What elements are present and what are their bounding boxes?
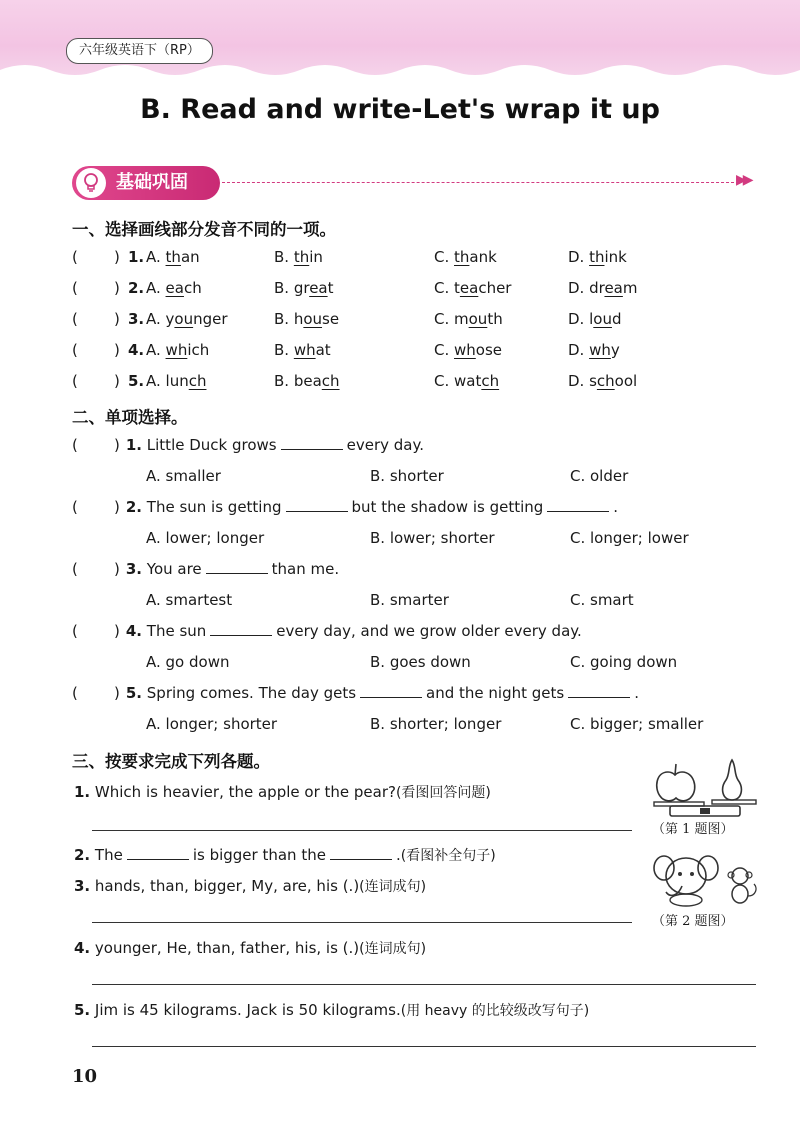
- answer-paren[interactable]: (: [72, 622, 78, 640]
- answer-paren-left[interactable]: (: [72, 341, 78, 359]
- blank[interactable]: [330, 847, 392, 860]
- answer-paren-left[interactable]: (: [72, 310, 78, 328]
- option-d: D. school: [568, 372, 638, 390]
- option-a: A. which: [146, 341, 210, 359]
- question-1: 1. Which is heavier, the apple or the pear?(看图回答问题): [74, 783, 491, 801]
- option-a: A. longer; shorter: [146, 715, 278, 733]
- page-number: 10: [72, 1066, 98, 1087]
- underlined-sound: ea: [604, 279, 623, 297]
- answer-paren[interactable]: (: [72, 560, 78, 578]
- part1-heading: 一、选择画线部分发音不同的一项。: [72, 220, 336, 239]
- option-a: A. smaller: [146, 467, 221, 485]
- option-b: B. goes down: [370, 653, 471, 671]
- answer-paren-left[interactable]: (: [72, 279, 78, 297]
- answer-paren[interactable]: (: [72, 436, 78, 454]
- option-c: C. going down: [570, 653, 678, 671]
- option-d: D. think: [568, 248, 627, 266]
- figure-1-caption: （第 1 题图）: [652, 822, 734, 837]
- option-b: B. what: [274, 341, 331, 359]
- option-a: A. than: [146, 248, 200, 266]
- option-a: A. lunch: [146, 372, 207, 390]
- option-a: A. smartest: [146, 591, 233, 609]
- blank[interactable]: [281, 437, 343, 450]
- underlined-sound: ch: [596, 372, 615, 390]
- section-badge: 基础巩固: [72, 166, 220, 200]
- underlined-sound: th: [589, 248, 605, 266]
- answer-paren-right: ): [114, 372, 120, 390]
- option-c: C. longer; lower: [570, 529, 689, 547]
- underlined-sound: ea: [459, 279, 479, 297]
- answer-paren[interactable]: (: [72, 684, 78, 702]
- blank[interactable]: [568, 685, 630, 698]
- underlined-sound: th: [165, 248, 181, 266]
- answer-paren-right: ): [114, 279, 120, 297]
- option-b: B. lower; shorter: [370, 529, 495, 547]
- underlined-sound: ea: [309, 279, 328, 297]
- underlined-sound: ch: [481, 372, 500, 390]
- answer-paren-left[interactable]: (: [72, 248, 78, 266]
- underlined-sound: ch: [321, 372, 340, 390]
- blank[interactable]: [547, 499, 609, 512]
- lightbulb-icon: [76, 168, 106, 198]
- option-c: C. watch: [434, 372, 500, 390]
- option-b: B. beach: [274, 372, 340, 390]
- option-c: C. whose: [434, 341, 503, 359]
- monkey-icon: [728, 868, 756, 903]
- question-3: 3. hands, than, bigger, My, are, his (.)(连词成句): [74, 877, 427, 895]
- wave-edge: [0, 60, 800, 90]
- option-c: C. smart: [570, 591, 634, 609]
- underlined-sound: th: [454, 248, 470, 266]
- elephant-monkey-figure: [648, 846, 760, 908]
- blank[interactable]: [210, 623, 272, 636]
- blank[interactable]: [360, 685, 422, 698]
- option-b: B. smarter: [370, 591, 449, 609]
- question-number: 1.: [128, 248, 145, 266]
- question-number: 2.: [128, 279, 145, 297]
- option-d: D. why: [568, 341, 620, 359]
- scale-figure: [650, 748, 760, 818]
- part3-heading: 三、按要求完成下列各题。: [72, 752, 270, 771]
- option-a: A. younger: [146, 310, 228, 328]
- question-number: 3.: [128, 310, 145, 328]
- underlined-sound: ea: [165, 279, 184, 297]
- answer-paren-left[interactable]: (: [72, 372, 78, 390]
- option-c: C. thank: [434, 248, 497, 266]
- underlined-sound: wh: [165, 341, 188, 359]
- option-b: B. great: [274, 279, 334, 297]
- option-d: D. loud: [568, 310, 622, 328]
- underlined-sound: wh: [293, 341, 316, 359]
- answer-paren-right: ): [114, 248, 120, 266]
- option-c: C. bigger; smaller: [570, 715, 704, 733]
- option-b: B. house: [274, 310, 340, 328]
- blank[interactable]: [286, 499, 348, 512]
- pear-icon: [723, 760, 742, 800]
- option-c: C. mouth: [434, 310, 503, 328]
- answer-paren-right: ): [114, 310, 120, 328]
- question-5: 5. Jim is 45 kilograms. Jack is 50 kilograms.(用 heavy 的比较级改写句子): [74, 1001, 590, 1019]
- answer-line-1[interactable]: [92, 830, 632, 831]
- option-c: C. older: [570, 467, 629, 485]
- answer-paren[interactable]: (: [72, 498, 78, 516]
- mc-question: ( ) 5. Spring comes. The day gets and the night gets .: [72, 684, 639, 702]
- question-4: 4. younger, He, than, father, his, is (.)(连词成句): [74, 939, 427, 957]
- double-arrow-icon: ▶▶: [736, 172, 750, 188]
- mc-question: ( ) 3. You are than me.: [72, 560, 340, 578]
- option-a: A. each: [146, 279, 202, 297]
- part2-heading: 二、单项选择。: [72, 408, 188, 427]
- underlined-sound: ou: [303, 310, 323, 328]
- question-2: 2. The is bigger than the .(看图补全句子): [74, 846, 496, 864]
- underlined-sound: ou: [593, 310, 612, 328]
- figure-2-caption: （第 2 题图）: [652, 914, 734, 929]
- underlined-sound: th: [293, 248, 310, 266]
- answer-line-3[interactable]: [92, 922, 632, 923]
- underlined-sound: ou: [468, 310, 488, 328]
- blank[interactable]: [127, 847, 189, 860]
- option-b: B. shorter: [370, 467, 444, 485]
- underlined-sound: wh: [589, 341, 611, 359]
- option-d: D. dream: [568, 279, 638, 297]
- question-number: 5.: [128, 372, 145, 390]
- option-a: A. lower; longer: [146, 529, 265, 547]
- section-divider: [222, 182, 734, 183]
- blank[interactable]: [206, 561, 268, 574]
- answer-line-4[interactable]: [92, 984, 756, 985]
- mc-question: ( ) 4. The sun every day, and we grow older every day.: [72, 622, 582, 640]
- underlined-sound: wh: [454, 341, 476, 359]
- underlined-sound: ch: [188, 372, 207, 390]
- answer-line-5[interactable]: [92, 1046, 756, 1047]
- option-b: B. thin: [274, 248, 323, 266]
- elephant-icon: [654, 856, 718, 906]
- question-number: 4.: [128, 341, 145, 359]
- mc-question: ( ) 1. Little Duck grows every day.: [72, 436, 424, 454]
- page-title: B. Read and write-Let's wrap it up: [140, 94, 660, 125]
- underlined-sound: ou: [174, 310, 194, 328]
- book-tag: 六年级英语下（RP）: [66, 38, 213, 64]
- apple-icon: [657, 764, 695, 801]
- option-a: A. go down: [146, 653, 230, 671]
- answer-paren-right: ): [114, 341, 120, 359]
- mc-question: ( ) 2. The sun is getting but the shadow is getting .: [72, 498, 619, 516]
- option-c: C. teacher: [434, 279, 512, 297]
- option-b: B. shorter; longer: [370, 715, 502, 733]
